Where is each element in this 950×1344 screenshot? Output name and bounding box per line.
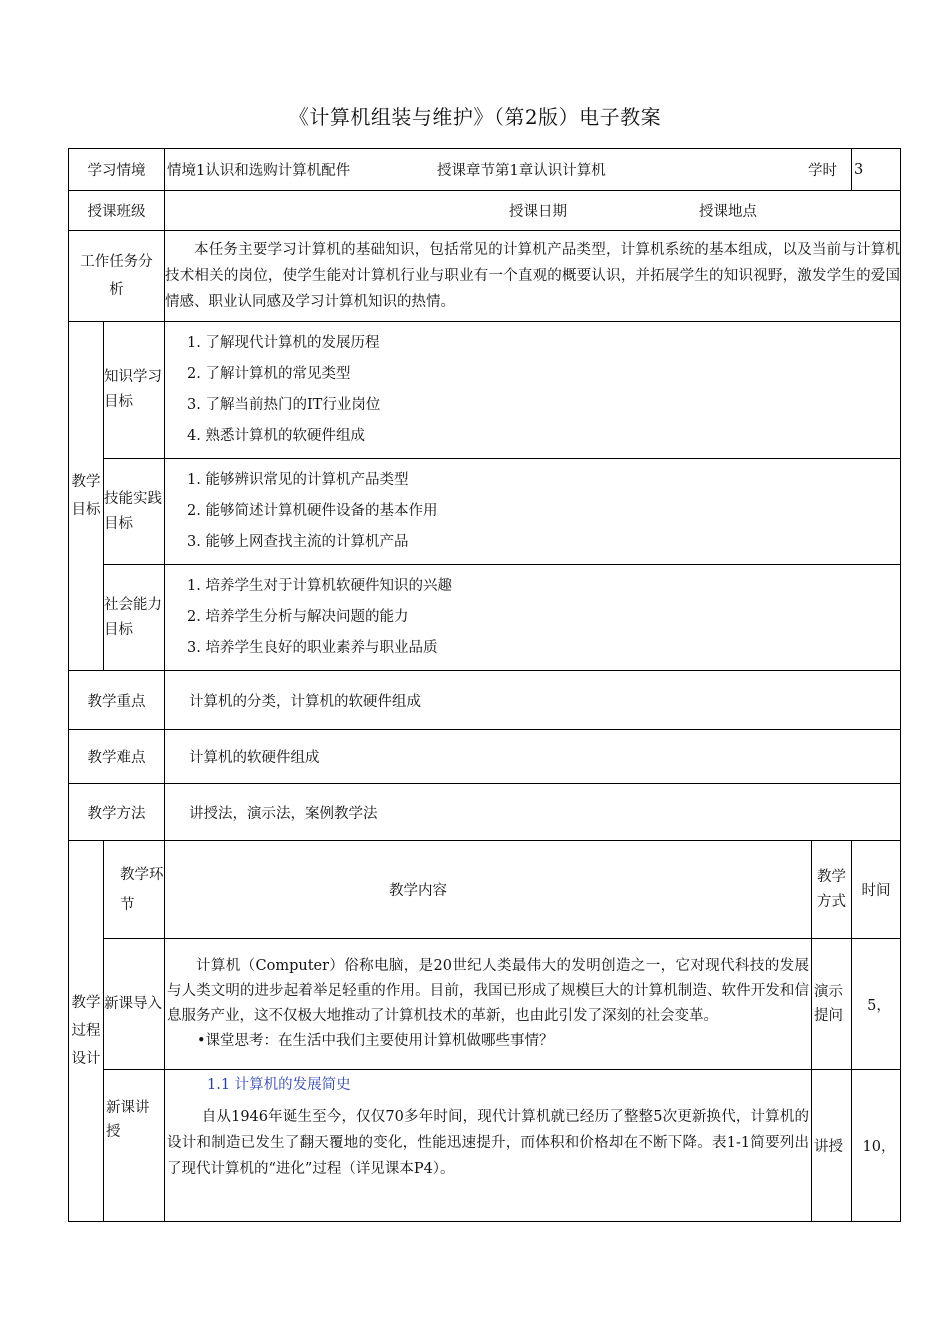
class-date-place-cell [165,191,901,231]
knowledge-goal-item: 4. 熟悉计算机的软硬件组成 [187,428,365,444]
skill-goal-list [165,459,901,565]
situation-cell [165,149,852,191]
chapter-value: 授课章节第1章认识计算机 [437,163,606,179]
difficulty-label: 教学难点 [69,730,165,784]
mode-header: 教学方式 [812,841,852,939]
intro-question: •课堂思考：在生活中我们主要使用计算机做哪些事情？ [197,1033,554,1049]
knowledge-goal-row [69,322,901,459]
class-row [69,191,901,231]
skill-goal-row [69,459,901,565]
difficulty-row [69,730,901,784]
skill-goal-label: 技能实践目标 [104,459,165,565]
skill-goal-item: 3. 能够上网查找主流的计算机产品 [187,534,409,550]
lecture-text: 自从1946年诞生至今，仅仅70多年时间，现代计算机就已经历了整整5次更新换代，计算机的设计和制造已发生了翻天覆地的变化，性能迅速提升，而体积和价格却在不断下降。表1-1简要列出了现代计算机的“进化”过程（详见课本P4）。 [167,1109,809,1177]
social-goal-label: 社会能力目标 [104,565,165,671]
date-label: 授课日期 [509,204,567,220]
task-row [69,231,901,322]
hours-label: 学时 [808,163,838,179]
lecture-heading: 1.1 计算机的发展简史 [207,1077,351,1093]
lecture-time: 10， [852,1070,901,1222]
intro-time: 5， [852,939,901,1070]
key-point-label: 教学重点 [69,671,165,730]
social-goal-list [165,565,901,671]
key-point-text: 计算机的分类，计算机的软硬件组成 [165,671,901,730]
task-text: 本任务主要学习计算机的基础知识，包括常见的计算机产品类型，计算机系统的基本组成，以及当前与计算机技术相关的岗位，使学生能对计算机行业与职业有一个直观的概要认识，并拓展学生的知识视野，激发学生的爱国情感、职业认同感及学习计算机知识的热情。 [165,231,901,322]
time-header: 时间 [852,841,901,939]
document-title: 《计算机组装与维护》（第2版）电子教案 [288,105,662,129]
knowledge-goal-item: 2. 了解计算机的常见类型 [187,366,351,382]
lecture-mode: 讲授 [812,1070,852,1222]
situation-value: 情境1认识和选购计算机配件 [167,163,351,179]
lecture-stage: 新课讲授 [104,1070,165,1222]
knowledge-goal-list [165,322,901,459]
intro-row [69,939,901,1070]
skill-goal-item: 2. 能够简述计算机硬件设备的基本作用 [187,503,438,519]
process-header-row [69,841,901,939]
social-goal-item: 2. 培养学生分析与解决问题的能力 [187,609,409,625]
intro-content [165,939,812,1070]
social-goal-item: 3. 培养学生良好的职业素养与职业品质 [187,640,438,656]
social-goal-item: 1. 培养学生对于计算机软硬件知识的兴趣 [187,578,452,594]
key-point-row [69,671,901,730]
intro-mode: 演示提问 [812,939,852,1070]
method-row [69,784,901,841]
lecture-row [69,1070,901,1222]
lesson-plan-table [68,148,901,1222]
situation-row [69,149,901,191]
hours-value: 3 [852,149,901,191]
place-label: 授课地点 [699,204,757,220]
method-label: 教学方法 [69,784,165,841]
knowledge-goal-item: 1. 了解现代计算机的发展历程 [187,335,380,351]
goals-label: 教学目标 [69,322,104,671]
knowledge-goal-item: 3. 了解当前热门的IT行业岗位 [187,397,381,413]
difficulty-text: 计算机的软硬件组成 [165,730,901,784]
task-label: 工作任务分析 [69,231,165,322]
knowledge-goal-label: 知识学习目标 [104,322,165,459]
situation-label: 学习情境 [69,149,165,191]
process-label: 教学过程设计 [69,841,104,1222]
stage-header: 教学环节 [104,841,165,939]
method-text: 讲授法，演示法，案例教学法 [165,784,901,841]
intro-stage: 新课导入 [104,939,165,1070]
class-label: 授课班级 [69,191,165,231]
skill-goal-item: 1. 能够辨识常见的计算机产品类型 [187,472,409,488]
content-header: 教学内容 [165,841,812,939]
lecture-content [165,1070,812,1222]
intro-text: 计算机（Computer）俗称电脑，是20世纪人类最伟大的发明创造之一，它对现代科技的发展与人类文明的进步起着举足轻重的作用。目前，我国已形成了规模巨大的计算机制造、软件开发和信息服务产业，这不仅极大地推动了计算机技术的革新，也由此引发了深刻的社会变革。 [167,958,809,1024]
social-goal-row [69,565,901,671]
